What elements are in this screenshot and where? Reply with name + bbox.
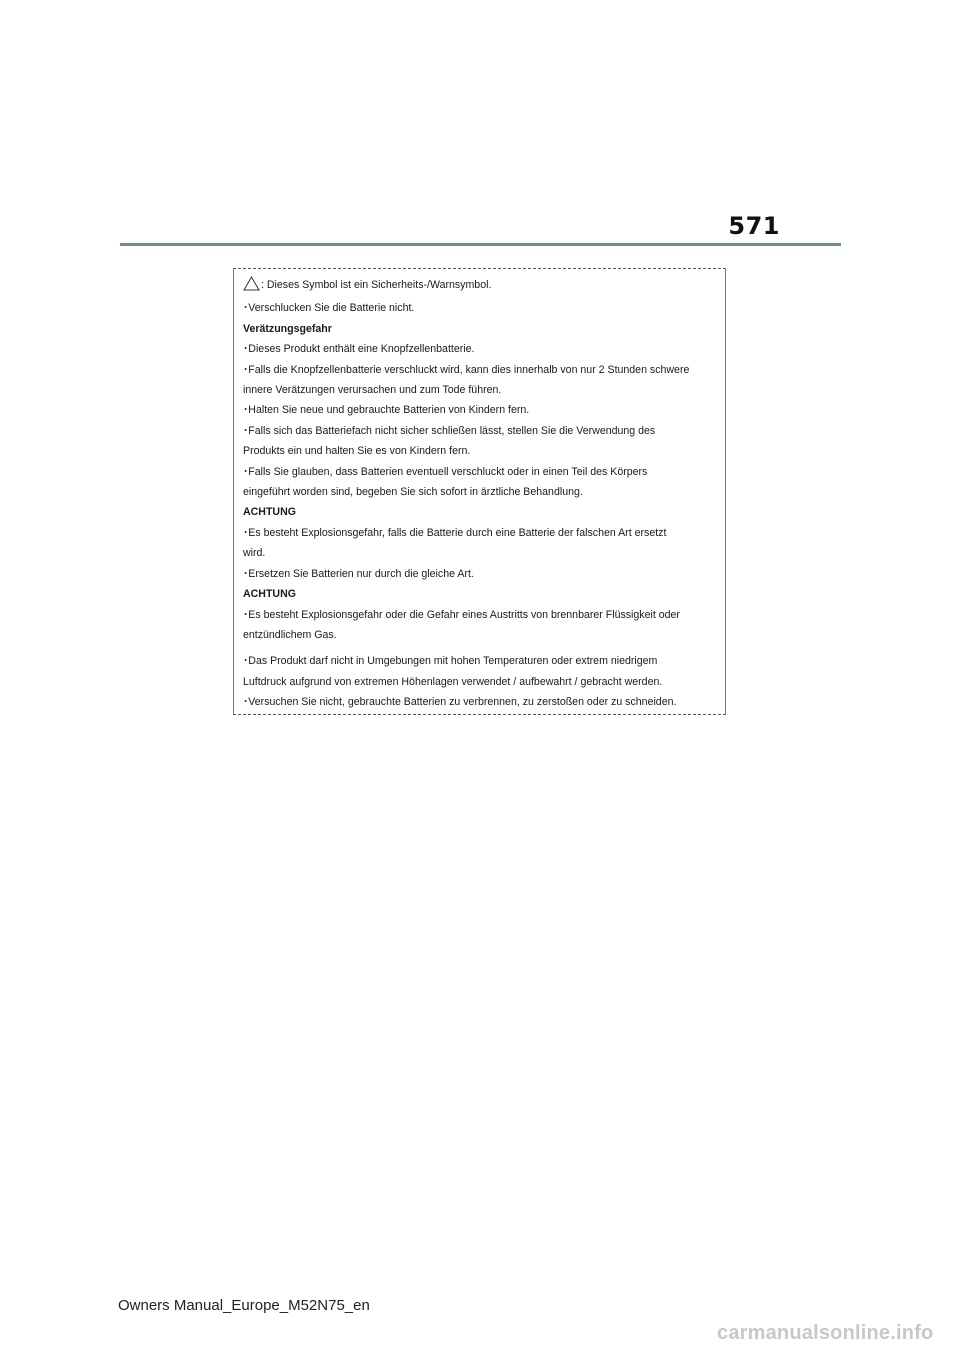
notice-line: ･Falls die Knopfzellenbatterie verschluckt wird, kann dies innerhalb von nur 2 Stunden schwere — [243, 363, 690, 376]
notice-line: Luftdruck aufgrund von extremen Höhenlagen verwendet / aufbewahrt / gebracht werden. — [243, 675, 663, 688]
symbol-line-text: : Dieses Symbol ist ein Sicherheits-/Warnsymbol. — [261, 279, 492, 291]
notice-line: ･Es besteht Explosionsgefahr, falls die Batterie durch eine Batterie der falschen Art ersetzt — [243, 526, 667, 539]
notice-heading: ACHTUNG — [243, 506, 296, 519]
notice-line: wird. — [243, 547, 266, 560]
notice-line: innere Verätzungen verursachen und zum Tode führen. — [243, 384, 502, 397]
notice-line: ･Falls Sie glauben, dass Batterien eventuell verschluckt oder in einen Teil des Körpers — [243, 465, 648, 478]
page-number: 571 — [728, 212, 780, 240]
notice-line: entzündlichem Gas. — [243, 628, 337, 641]
notice-line: Produkts ein und halten Sie es von Kindern fern. — [243, 445, 471, 458]
watermark: carmanualsonline.info — [717, 1322, 934, 1344]
notice-line: ･Falls sich das Batteriefach nicht sicher schließen lässt, stellen Sie die Verwendung des — [243, 424, 656, 437]
notice-line: ･Es besteht Explosionsgefahr oder die Gefahr eines Austritts von brennbarer Flüssigkeit oder — [243, 608, 680, 621]
battery-warning-text — [243, 275, 719, 713]
header-rule — [120, 243, 841, 246]
notice-line: ･Das Produkt darf nicht in Umgebungen mit hohen Temperaturen oder extrem niedrigem — [243, 655, 658, 668]
notice-line: eingeführt worden sind, begeben Sie sich sofort in ärztliche Behandlung. — [243, 486, 583, 499]
notice-line: ･Dieses Produkt enthält eine Knopfzellenbatterie. — [243, 343, 475, 356]
warning-triangle-icon — [243, 276, 260, 298]
notice-line: ･Ersetzen Sie Batterien nur durch die gleiche Art. — [243, 567, 474, 580]
symbol-line — [243, 275, 719, 298]
notice-line: ･Verschlucken Sie die Batterie nicht. — [243, 302, 415, 315]
battery-warning-box — [233, 268, 726, 715]
notice-heading: ACHTUNG — [243, 588, 296, 601]
notice-heading: Verätzungsgefahr — [243, 322, 332, 335]
manual-footer: Owners Manual_Europe_M52N75_en — [118, 1297, 370, 1314]
notice-line: ･Halten Sie neue und gebrauchte Batterien von Kindern fern. — [243, 404, 530, 417]
notice-line: ･Versuchen Sie nicht, gebrauchte Batterien zu verbrennen, zu zerstoßen oder zu schneiden. — [243, 696, 677, 709]
